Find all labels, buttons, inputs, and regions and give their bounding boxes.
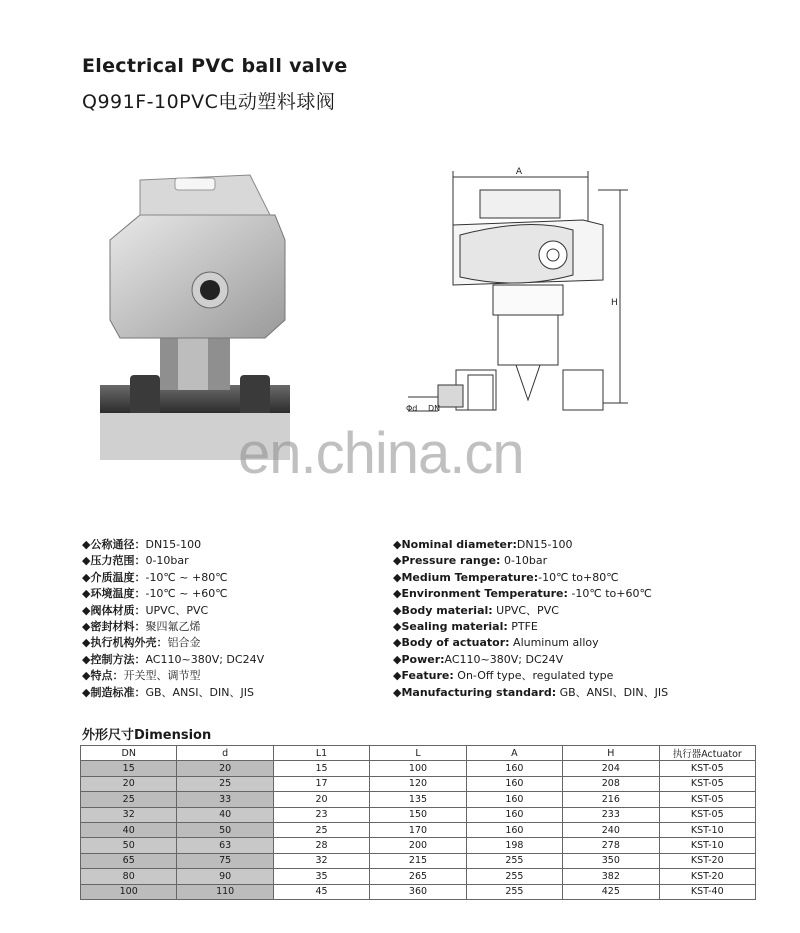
table-cell: 160 [466, 761, 562, 776]
table-cell: 198 [466, 838, 562, 853]
table-row [81, 838, 756, 853]
table-cell: 20 [81, 776, 177, 791]
table-cell: 90 [177, 869, 273, 884]
table-cell: 255 [466, 853, 562, 868]
table-cell: 216 [563, 792, 659, 807]
spec-value: On-Off type、regulated type [453, 669, 614, 683]
table-cell: 160 [466, 792, 562, 807]
table-cell: 35 [273, 869, 369, 884]
spec-key: ◆控制方法： [82, 652, 146, 666]
table-cell: 278 [563, 838, 659, 853]
spec-row [393, 685, 668, 701]
spec-key: ◆公称通径： [82, 538, 146, 551]
table-cell: 40 [81, 822, 177, 837]
table-cell: KST-40 [659, 884, 755, 899]
table-cell: KST-05 [659, 761, 755, 776]
table-row [81, 853, 756, 868]
table-cell: 75 [177, 853, 273, 868]
table-cell: 110 [177, 884, 273, 899]
spec-key: ◆Nominal diameter: [393, 538, 517, 551]
spec-value: -10℃ ~ +80℃ [145, 570, 228, 584]
column-header: 执行器Actuator [659, 746, 755, 761]
spec-value: UPVC、PVC [492, 603, 559, 617]
spec-row [82, 635, 264, 651]
table-cell: 25 [273, 822, 369, 837]
table-cell: 233 [563, 807, 659, 822]
table-cell: KST-05 [659, 776, 755, 791]
spec-key: ◆密封材料： [82, 620, 146, 634]
column-header: L1 [273, 746, 369, 761]
column-header: A [466, 746, 562, 761]
spec-value: Aluminum alloy [509, 636, 599, 650]
table-cell: 200 [370, 838, 466, 853]
table-cell: 40 [177, 807, 273, 822]
spec-row [82, 537, 264, 553]
spec-value: -10℃ to+60℃ [567, 587, 652, 601]
column-header: DN [81, 746, 177, 761]
spec-row [393, 537, 668, 553]
column-header: L [370, 746, 466, 761]
spec-key: ◆Body of actuator: [393, 636, 510, 650]
table-row [81, 822, 756, 837]
table-cell: 120 [370, 776, 466, 791]
table-cell: 28 [273, 838, 369, 853]
table-cell: 80 [81, 869, 177, 884]
spec-key: ◆Power: [393, 652, 445, 666]
table-row [81, 884, 756, 899]
table-cell: KST-05 [659, 792, 755, 807]
drawing-label-dn: DN [428, 404, 441, 413]
table-cell: 65 [81, 853, 177, 868]
spec-key: ◆压力范围： [82, 554, 146, 568]
table-cell: 208 [563, 776, 659, 791]
table-row [81, 761, 756, 776]
spec-key: ◆Environment Temperature: [393, 587, 568, 601]
table-cell: 32 [273, 853, 369, 868]
spec-row [82, 586, 264, 602]
spec-value: GB、ANSI、DIN、JIS [145, 685, 254, 699]
spec-value: -10℃ to+80℃ [538, 570, 619, 584]
spec-value: PTFE [507, 620, 538, 634]
spec-value: AC110~380V; DC24V [444, 652, 564, 666]
spec-row [82, 668, 264, 684]
dimension-title: 外形尺寸Dimension [82, 728, 212, 743]
spec-row [393, 635, 668, 651]
spec-value: UPVC、PVC [145, 603, 209, 617]
spec-key: ◆Feature: [393, 669, 454, 683]
table-cell: 50 [177, 822, 273, 837]
spec-key: ◆Medium Temperature: [393, 570, 539, 584]
table-cell: 382 [563, 869, 659, 884]
spec-key: ◆Manufacturing standard: [393, 685, 557, 699]
table-cell: 25 [177, 776, 273, 791]
spec-row [393, 570, 668, 586]
drawing-label-d: Φd [406, 404, 418, 413]
table-cell: 150 [370, 807, 466, 822]
table-cell: 350 [563, 853, 659, 868]
spec-key: ◆Sealing material: [393, 620, 508, 634]
spec-key: ◆Pressure range: [393, 554, 501, 568]
table-cell: 135 [370, 792, 466, 807]
table-cell: 33 [177, 792, 273, 807]
specs-english [393, 537, 668, 701]
table-cell: 160 [466, 807, 562, 822]
spec-row [82, 652, 264, 668]
spec-key: ◆特点： [82, 669, 124, 683]
spec-row [82, 619, 264, 635]
valve-photo [100, 170, 290, 460]
watermark: en.china.cn [238, 421, 524, 486]
product-subtitle: Q991F-10PVC电动塑料球阀 [82, 91, 336, 113]
table-cell: 425 [563, 884, 659, 899]
column-header: H [563, 746, 659, 761]
product-title: Electrical PVC ball valve [82, 55, 348, 77]
table-cell: 32 [81, 807, 177, 822]
spec-value: 0-10bar [500, 554, 548, 568]
spec-value: 0-10bar [145, 554, 189, 568]
table-cell: 20 [273, 792, 369, 807]
column-header: d [177, 746, 273, 761]
drawing-label-h: H [611, 298, 618, 308]
table-cell: 63 [177, 838, 273, 853]
table-cell: 25 [81, 792, 177, 807]
table-cell: 15 [81, 761, 177, 776]
table-cell: 17 [273, 776, 369, 791]
specs-chinese [82, 537, 264, 701]
spec-row [82, 570, 264, 586]
table-cell: KST-05 [659, 807, 755, 822]
spec-key: ◆介质温度： [82, 570, 146, 584]
spec-key: ◆制造标准： [82, 685, 146, 699]
table-cell: 160 [466, 822, 562, 837]
spec-row [82, 685, 264, 701]
table-cell: 255 [466, 869, 562, 884]
table-row [81, 776, 756, 791]
spec-key: ◆执行机构外壳： [82, 636, 168, 650]
spec-value: DN15-100 [516, 538, 573, 551]
dimension-table [80, 745, 756, 900]
table-cell: KST-10 [659, 822, 755, 837]
technical-drawing [398, 165, 638, 430]
table-cell: 50 [81, 838, 177, 853]
table-cell: 100 [81, 884, 177, 899]
spec-row [393, 603, 668, 619]
spec-row [82, 553, 264, 569]
spec-row [82, 603, 264, 619]
table-cell: 100 [370, 761, 466, 776]
spec-row [393, 553, 668, 569]
table-cell: 255 [466, 884, 562, 899]
table-cell: KST-20 [659, 853, 755, 868]
spec-row [393, 619, 668, 635]
table-cell: 215 [370, 853, 466, 868]
spec-key: ◆环境温度： [82, 587, 146, 601]
spec-row [393, 652, 668, 668]
spec-value: GB、ANSI、DIN、JIS [556, 685, 669, 699]
table-row [81, 792, 756, 807]
table-cell: KST-20 [659, 869, 755, 884]
spec-value: 聚四氟乙烯 [145, 620, 201, 634]
spec-row [393, 668, 668, 684]
spec-value: 铝合金 [167, 636, 201, 650]
table-cell: 20 [177, 761, 273, 776]
drawing-label-a: A [515, 167, 523, 177]
table-cell: 204 [563, 761, 659, 776]
table-row [81, 869, 756, 884]
table-cell: 45 [273, 884, 369, 899]
spec-row [393, 586, 668, 602]
table-cell: 170 [370, 822, 466, 837]
table-cell: 23 [273, 807, 369, 822]
table-cell: 160 [466, 776, 562, 791]
spec-value: DN15-100 [145, 538, 202, 551]
table-cell: KST-10 [659, 838, 755, 853]
spec-value: AC110~380V; DC24V [145, 652, 265, 666]
spec-key: ◆阀体材质： [82, 603, 146, 617]
table-row [81, 807, 756, 822]
table-cell: 15 [273, 761, 369, 776]
table-cell: 360 [370, 884, 466, 899]
table-cell: 240 [563, 822, 659, 837]
spec-value: -10℃ ~ +60℃ [145, 587, 228, 601]
spec-key: ◆Body material: [393, 603, 493, 617]
spec-value: 开关型、调节型 [123, 669, 201, 683]
table-cell: 265 [370, 869, 466, 884]
